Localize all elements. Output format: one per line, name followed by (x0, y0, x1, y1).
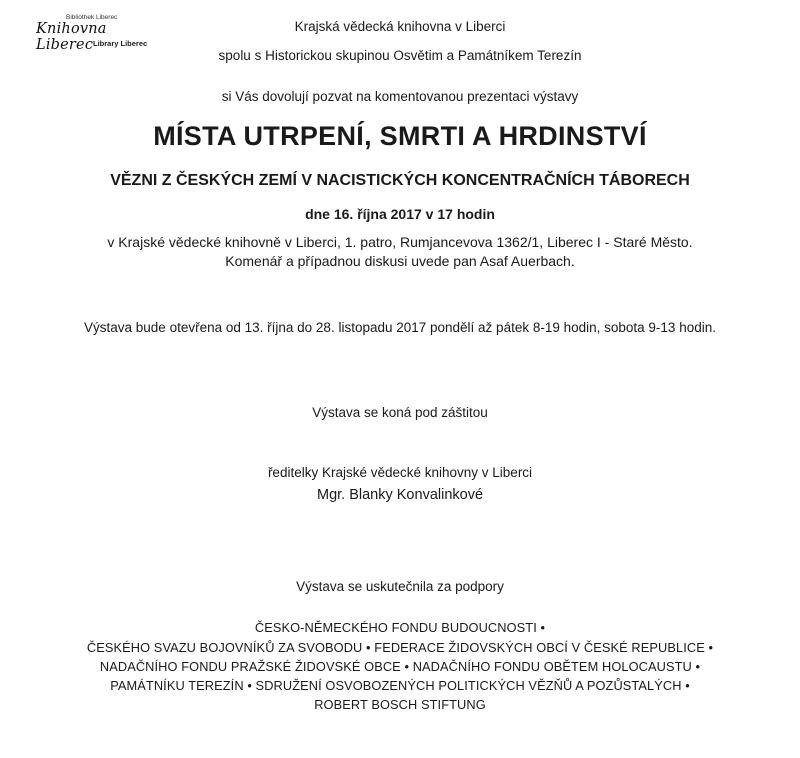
sponsor-line: ČESKO-NĚMECKÉHO FONDU BUDOUCNOSTI • (254, 620, 546, 635)
logo-main-text: Knihovna Liberec (36, 21, 107, 53)
support-heading: Výstava se uskutečnila za podpory (296, 579, 504, 594)
exhibition-subtitle: VĚZNI Z ČESKÝCH ZEMÍ V NACISTICKÝCH KONCENTRAČNÍCH TÁBORECH (110, 172, 690, 189)
logo-sub-text: Library Liberec (93, 39, 148, 48)
intro-line-2: spolu s Historickou skupinou Osvětim a Památníkem Terezín (218, 48, 582, 63)
opening-hours: Výstava bude otevřena od 13. října do 28. listopadu 2017 pondělí až pátek 8-19 hodin, sobota 9-13 hodin. (84, 320, 716, 335)
sponsor-line: NADAČNÍHO FONDU PRAŽSKÉ ŽIDOVSKÉ OBCE • NADAČNÍHO FONDU OBĚTEM HOLOCAUSTU • (99, 659, 701, 674)
patronage-role: ředitelky Krajské vědecké knihovny v Liberci (267, 465, 533, 480)
intro-line-3: si Vás dovolují pozvat na komentovanou prezentaci výstavy (221, 89, 579, 104)
intro-line-1: Krajská vědecká knihovna v Liberci (294, 19, 506, 34)
sponsor-line: ROBERT BOSCH STIFTUNG (314, 697, 486, 712)
patronage-name: Mgr. Blanky Konvalinkové (316, 487, 484, 503)
sponsor-line: PAMÁTNÍKU TEREZÍN • SDRUŽENÍ OSVOBOZENÝCH POLITICKÝCH VĚZŇŮ A POZŮSTALÝCH • (110, 678, 690, 693)
location-line-2: Komenář a případnou diskusi uvede pan Asaf Auerbach. (225, 253, 575, 269)
patronage-heading: Výstava se koná pod záštitou (312, 405, 488, 420)
exhibition-title: MÍSTA UTRPENÍ, SMRTI A HRDINSTVÍ (153, 121, 647, 151)
logo-top-text: Bibliothek Liberec (66, 14, 118, 21)
location-line-1: v Krajské vědecké knihovně v Liberci, 1. patro, Rumjancevova 1362/1, Liberec I - Staré Město. (107, 234, 693, 250)
sponsor-line: ČESKÉHO SVAZU BOJOVNÍKŮ ZA SVOBODU • FEDERACE ŽIDOVSKÝCH OBCÍ V ČESKÉ REPUBLICE • (86, 640, 714, 655)
event-date: dne 16. října 2017 v 17 hodin (305, 206, 495, 222)
